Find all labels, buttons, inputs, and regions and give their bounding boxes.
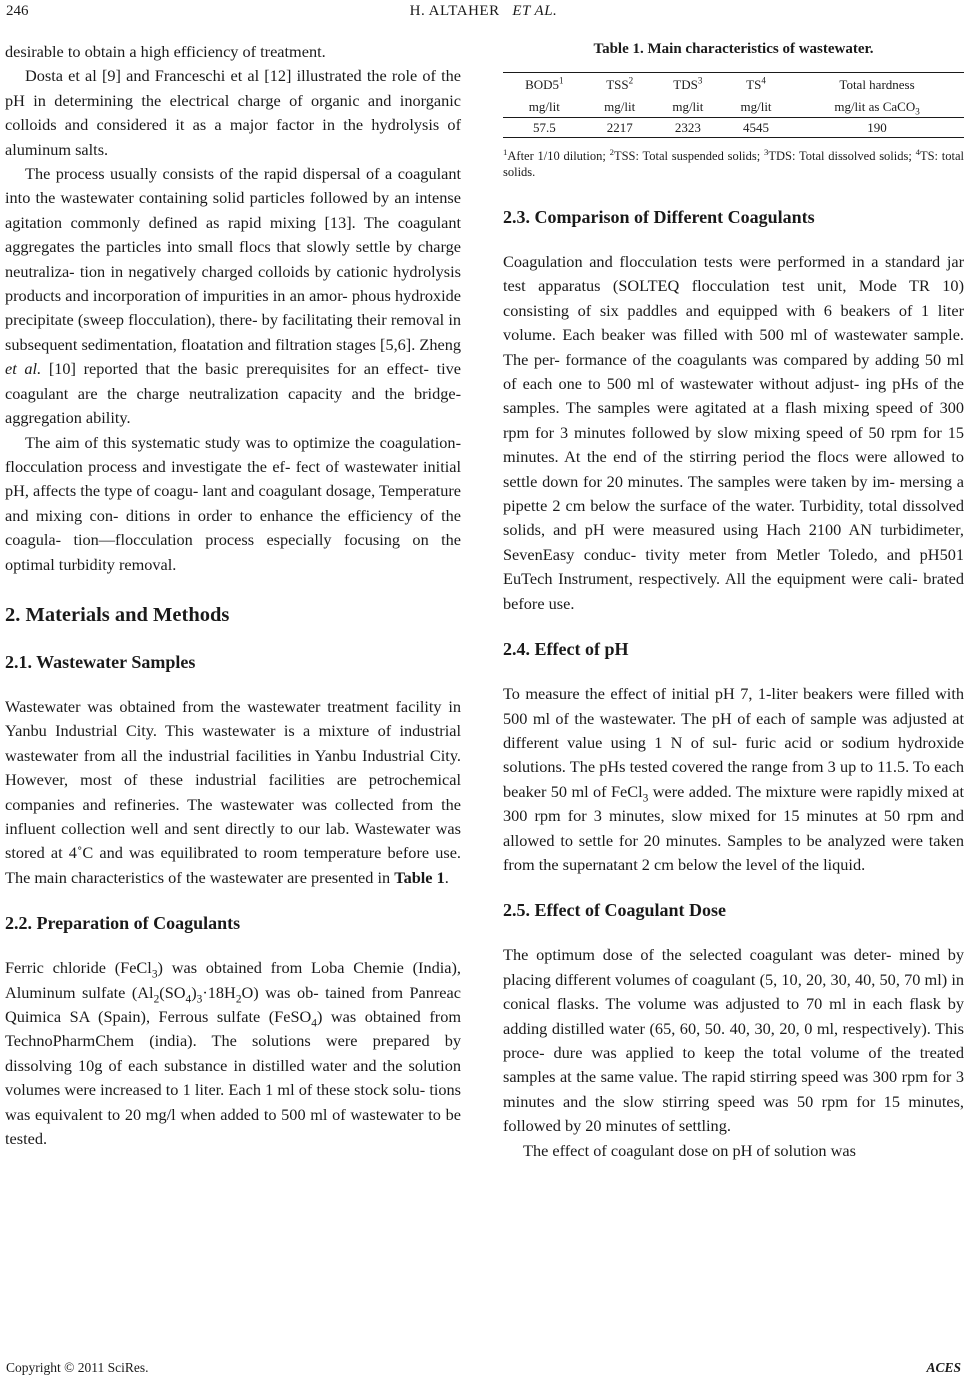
table-header-row — [503, 73, 964, 96]
paragraph-coagulants: Ferric chloride (FeCl$_3$) was obtained from Loba Chemie (India), Aluminum sulfate $(Al_2(SO_4)_3\cdot 18H_2O)$ was ob- tained from Panreac Quimica SA (Spain), Ferrous sulfate (FeSO$_4$) was obtained from TechnoPharmChem (india). The solutions were prepared by dissolving 10g of each substance in distilled water and the solution volumes were increased to 1 liter. Each 1 ml of these stock solu- tions was equivalent to 20 mg/l when added to 500 ml of wastewater to be tested. — [5, 958, 461, 1149]
coag-text-3: (SO — [159, 982, 186, 1002]
unit-tds: mg/lit — [672, 99, 704, 114]
header-bod5-label: BOD5 — [525, 77, 560, 92]
right-column — [503, 40, 964, 1163]
paragraph-dose: The optimum dose of the selected coagulant was deter- mined by placing different volumes of coagulant (5, 10, 20, 30, 40, 50, 70 ml) in conical flasks. The volume was adjusted to 70 ml in each flask by adding distilled water (65, 60, 50. 40, 30, 20, 0 ml, respectively). This proce- dure was applied to keep the total volume of the treated samples at the same value. The rapid stirring speed was 300 rpm for 3 minutes and the slow stirring speed was 50 rpm for 15 minutes, followed by 20 minutes of settling. — [503, 945, 964, 1136]
header-tss-sup: 2 — [628, 75, 634, 86]
header-bod5-sup: 1 — [559, 75, 564, 86]
running-title — [0, 3, 967, 20]
paragraph-aim: The aim of this systematic study was to optimize the coagulation-flocculation process and investigate the ef- fect of wastewater initial pH, affects the type of coagu- lant and coagulant dosage, Temperature and mixing con- ditions in order to enhance the efficiency of the coagula- tion—flocculation process especially focusing on the optimal turbidity removal. — [5, 432, 461, 574]
header-ts-sup: 4 — [761, 75, 766, 86]
table-reference: Table 1 — [394, 867, 445, 887]
unit-bod5: mg/lit — [528, 99, 560, 114]
journal-name: ACES — [926, 1360, 961, 1375]
header-tds — [654, 73, 722, 96]
paragraph-samples-text: Wastewater was obtained from the wastewater treatment facility in Yanbu Industrial City. This wastewater is a mixture of industrial wastewater from all the industrial facilities in Yanbu Industrial City. However, most of these industrial facilities are petrochemical companies and refineries. The wastewater was collected from the influent collection well and sent directly to our lab. Wastewater was stored at 4˚C and was equilibrated to room temperature before use. The main characteristics of the wastewater are presented in — [5, 696, 461, 887]
coag-text-4: ) — [191, 982, 197, 1002]
coag-text-7: ) was obtained from TechnoPharmChem (india). The solutions were prepared by dissolving 10g of each substance in distilled water and the solution volumes were increased to 1 liter. Each 1 ml of these stock solu- tions was equivalent to 20 mg/l when added to 500 ml of wastewater to be tested. — [5, 1007, 461, 1149]
footnote-4: TS: total solids. — [503, 149, 964, 179]
characteristics-table — [503, 72, 964, 138]
unit-tss: mg/lit — [604, 99, 636, 114]
paragraph-samples — [5, 695, 461, 890]
ph-text-b: were added. The mixture were rapidly mixed at 300 rpm for 3 minutes, slow mixed for 15 minutes at 50 rpm and allowed to settle for 20 minutes. Samples to be analyzed were taken from the supernatant 2 cm below the level of the liquid. — [503, 781, 964, 874]
paragraph-intro-end: desirable to obtain a high efficiency of treatment. — [5, 42, 326, 61]
paragraph-ph-role: Dosta et al [9] and Franceschi et al [12] illustrated the role of the pH in determining the electrical charge of organic and inorganic colloids and considered it as a major factor in the hydrolysis of aluminum salts. — [5, 66, 461, 159]
table-row — [503, 118, 964, 138]
header-hardness — [790, 73, 964, 96]
running-title-authors: H. ALTAHER — [409, 3, 500, 19]
unit-ts: mg/lit — [740, 99, 772, 114]
paragraph-process-text-a: The process usually consists of the rapid dispersal of a coagulant into the wastewater containing solid particles followed by an intense agitation commonly defined as rapid mixing [13]. The coagulant aggregates the particles into small flocs that slowly settle by charge neutraliza- tion in negatively charged colloids by cationic hydrolysis products and incorporation of impurities in an amor- phous hydroxide precipitate (sweep flocculation), there- by facilitating their removal in subsequent sedimentation, floatation and filtration stages [5,6]. Zheng — [5, 164, 461, 354]
paragraph-process-text-b: [10] reported that the basic prerequisites for an effect- tive coagulant are the charge neutralization capacity and the bridge-aggregation ability. — [5, 359, 462, 428]
header-hardness-label: Total hardness — [839, 77, 915, 92]
subsection-heading-dose: 2.5. Effect of Coagulant Dose — [503, 900, 726, 921]
header-ts — [722, 73, 790, 96]
header-tds-label: TDS — [673, 77, 698, 92]
subsection-heading-comparison: 2.3. Comparison of Different Coagulants — [503, 207, 815, 227]
paragraph-comparison: Coagulation and flocculation tests were performed in a standard jar test apparatus (SOLTEQ flocculation test unit, Mode TR 10) consisting of six paddles and equipped with 6 beakers of 1 liter volume. Each beaker was filled with 500 ml of wastewater sample. The per- formance of the coagulants was compared by adding 50 ml of each one to 500 ml of wastewater without adjust- ing pHs of the samples. The samples were agitated at a flash mixing speed of 300 rpm for 3 minutes followed by slow mixing speed of 50 rpm for 15 minutes. At the end of the stirring period the flocs were allowed to settle down for 20 minutes. The samples were taken by im- mersing a pipette 2 cm below the surface of the water. Turbidity, total dissolved solids, and pH were measured using Hach 2100 AN turbidimeter, SevenEasy conduc- tivity meter from Metler Toledo, and pH501 EuTech Instrument, respectively. All the equipment were cali- brated before use. — [503, 252, 964, 613]
coag-text-6: O) was ob- tained from Panreac Quimica SA (Spain), Ferrous sulfate (FeSO — [5, 982, 461, 1026]
coag-text-1: Ferric chloride (FeCl — [5, 958, 152, 978]
cell-tss: 2217 — [586, 118, 654, 138]
unit-hardness-text: mg/lit as CaCO — [834, 99, 916, 114]
subsection-heading-ph: 2.4. Effect of pH — [503, 639, 629, 660]
coag-text-5: ·18H — [202, 982, 236, 1002]
ph-text-a: To measure the effect of initial pH 7, 1-liter beakers were filled with 500 ml of the wastewater. The pH of each of sample was adjusted at different value using 1 N of sul- furic acid or sodium hydroxide solutions. The pHs tested covered the range from 3 up to 11.5. To each beaker 50 ml of FeCl — [503, 684, 964, 801]
section-heading-materials: 2. Materials and Methods — [5, 603, 230, 626]
footnote-3: TDS: Total dissolved solids; — [768, 149, 912, 163]
paragraph-process-etal: et al. — [5, 359, 42, 379]
table-caption: Table 1. Main characteristics of wastewater. — [593, 41, 874, 57]
header-tds-sup: 3 — [697, 75, 703, 86]
subsection-heading-samples: 2.1. Wastewater Samples — [5, 651, 196, 672]
unit-hardness: mg/lit as CaCO$_3$ — [834, 99, 920, 117]
header-bod5 — [503, 73, 586, 96]
cell-bod5: 57.5 — [503, 118, 586, 138]
header-ts-label: TS — [746, 77, 762, 92]
header-tss-label: TSS — [606, 77, 629, 92]
header-tss — [586, 73, 654, 96]
paragraph-ph: To measure the effect of initial pH 7, 1-liter beakers were filled with 500 ml of the wastewater. The pH of each of sample was adjusted at different value using 1 N of sul- furic acid or sodium hydroxide solutions. The pHs tested covered the range from 3 up to 11.5. To each beaker 50 ml of FeCl$_3$ were added. The mixture were rapidly mixed at 300 rpm for 3 minutes, slow mixed for 15 minutes at 50 rpm and allowed to settle for 20 minutes. Samples to be analyzed were taken from the supernatant 2 cm below the level of the liquid. — [503, 684, 964, 874]
cell-hardness: 190 — [790, 118, 964, 138]
paragraph-process — [5, 162, 461, 430]
paragraph-samples-end: . — [444, 867, 449, 887]
footnote-1: After 1/10 dilution; — [507, 149, 606, 163]
coag-text-2: ) was obtained from Loba Chemie (India), Aluminum sulfate (Al — [5, 958, 461, 1002]
paragraph-dose-effect: The effect of coagulant dose on pH of solution was — [523, 1140, 856, 1160]
left-column — [5, 40, 461, 1151]
page-number: 246 — [6, 3, 29, 19]
cell-tds: 2323 — [654, 118, 722, 138]
cell-ts: 4545 — [722, 118, 790, 138]
footnote-2: TSS: Total suspended solids; — [613, 149, 761, 163]
subsection-heading-coagulants: 2.2. Preparation of Coagulants — [5, 913, 241, 934]
copyright-notice: Copyright © 2011 SciRes. — [6, 1360, 149, 1375]
running-title-etal: ET AL. — [512, 3, 558, 19]
table-unit-row — [503, 95, 964, 118]
table-footnote: $^1$After 1/10 dilution; $^2$TSS: Total suspended solids; $^3$TDS: Total dissolved solids; $^4$TS: total solids. — [503, 146, 964, 179]
